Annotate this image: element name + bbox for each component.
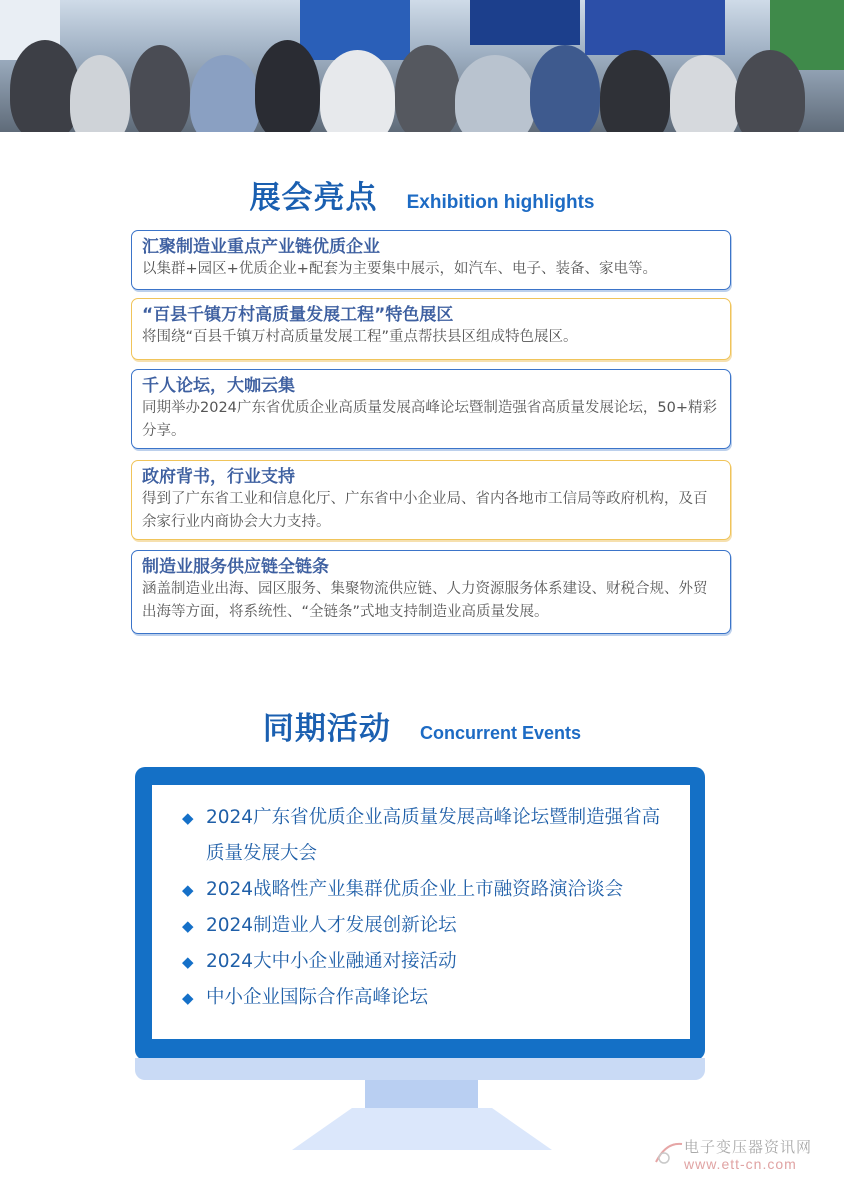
monitor-base (292, 1108, 552, 1150)
diamond-bullet-icon: ◆ (182, 881, 194, 899)
crowd-figure (530, 45, 600, 132)
event-item-text: 2024战略性产业集群优质企业上市融资路演洽谈会 (206, 879, 624, 900)
highlight-card-desc: 以集群+园区+优质企业+配套为主要集中展示，如汽车、电子、装备、家电等。 (142, 261, 657, 277)
event-item-text: 中小企业国际合作高峰论坛 (206, 987, 429, 1008)
crowd-figure (395, 45, 460, 132)
crowd-figure (600, 50, 670, 132)
event-item-text: 2024大中小企业融通对接活动 (206, 951, 457, 972)
diamond-bullet-icon: ◆ (182, 989, 194, 1007)
highlight-card-title: 制造业服务供应链全链条 (142, 557, 329, 577)
events-title-en: Concurrent Events (420, 723, 582, 743)
watermark-logo-icon (652, 1140, 686, 1168)
highlight-card (131, 369, 731, 449)
crowd-figure (320, 50, 395, 132)
event-item (182, 980, 666, 1016)
crowd-figure (670, 55, 740, 132)
highlight-card-title: “百县千镇万村高质量发展工程”特色展区 (142, 305, 454, 325)
exhibition-crowd-photo (0, 0, 844, 132)
diamond-bullet-icon: ◆ (182, 917, 194, 935)
highlights-heading (0, 172, 844, 217)
crowd-figure (70, 55, 130, 132)
events-heading (0, 703, 844, 748)
diamond-bullet-icon: ◆ (182, 809, 194, 827)
highlights-title-en: Exhibition highlights (406, 192, 595, 213)
highlight-card (131, 298, 731, 360)
highlight-card-title: 汇聚制造业重点产业链优质企业 (142, 237, 380, 257)
highlight-card-title: 千人论坛，大咖云集 (142, 376, 295, 396)
crowd-figure (255, 40, 320, 132)
watermark-site-name: 电子变压器资讯网 (684, 1138, 813, 1156)
highlight-card-title: 政府背书，行业支持 (142, 467, 295, 487)
event-item (182, 944, 666, 980)
events-title-cn: 同期活动 (262, 711, 391, 747)
crowd-figure (455, 55, 535, 132)
event-item-text: 2024制造业人才发展创新论坛 (206, 915, 457, 936)
diamond-bullet-icon: ◆ (182, 953, 194, 971)
booth-panel (470, 0, 580, 45)
booth-panel (585, 0, 725, 55)
event-item (182, 908, 666, 944)
crowd-figure (130, 45, 190, 132)
highlight-card (131, 230, 731, 290)
watermark-url: www.ett-cn.com (684, 1156, 797, 1172)
crowd-figure (190, 55, 260, 132)
event-item (182, 872, 666, 908)
event-item-text: 2024广东省优质企业高质量发展高峰论坛暨制造强省高质量发展大会 (206, 807, 661, 864)
highlights-title-cn: 展会亮点 (249, 180, 378, 216)
highlight-card-desc: 将围绕“百县千镇万村高质量发展工程”重点帮扶县区组成特色展区。 (142, 329, 578, 345)
monitor-bezel (135, 1058, 705, 1080)
highlight-card-desc: 得到了广东省工业和信息化厅、广东省中小企业局、省内各地市工信局等政府机构，及百余家行业内商协会大力支持。 (142, 491, 708, 530)
highlight-card-desc: 同期举办2024广东省优质企业高质量发展高峰论坛暨制造强省高质量发展论坛，50+精彩分享。 (142, 400, 717, 439)
monitor-neck (365, 1080, 478, 1110)
highlight-card-desc: 涵盖制造业出海、园区服务、集聚物流供应链、人力资源服务体系建设、财税合规、外贸出海等方面，将系统性、“全链条”式地支持制造业高质量发展。 (142, 581, 708, 620)
highlight-card (131, 460, 731, 540)
highlight-card (131, 550, 731, 634)
event-item (182, 800, 666, 872)
crowd-figure (10, 40, 80, 132)
